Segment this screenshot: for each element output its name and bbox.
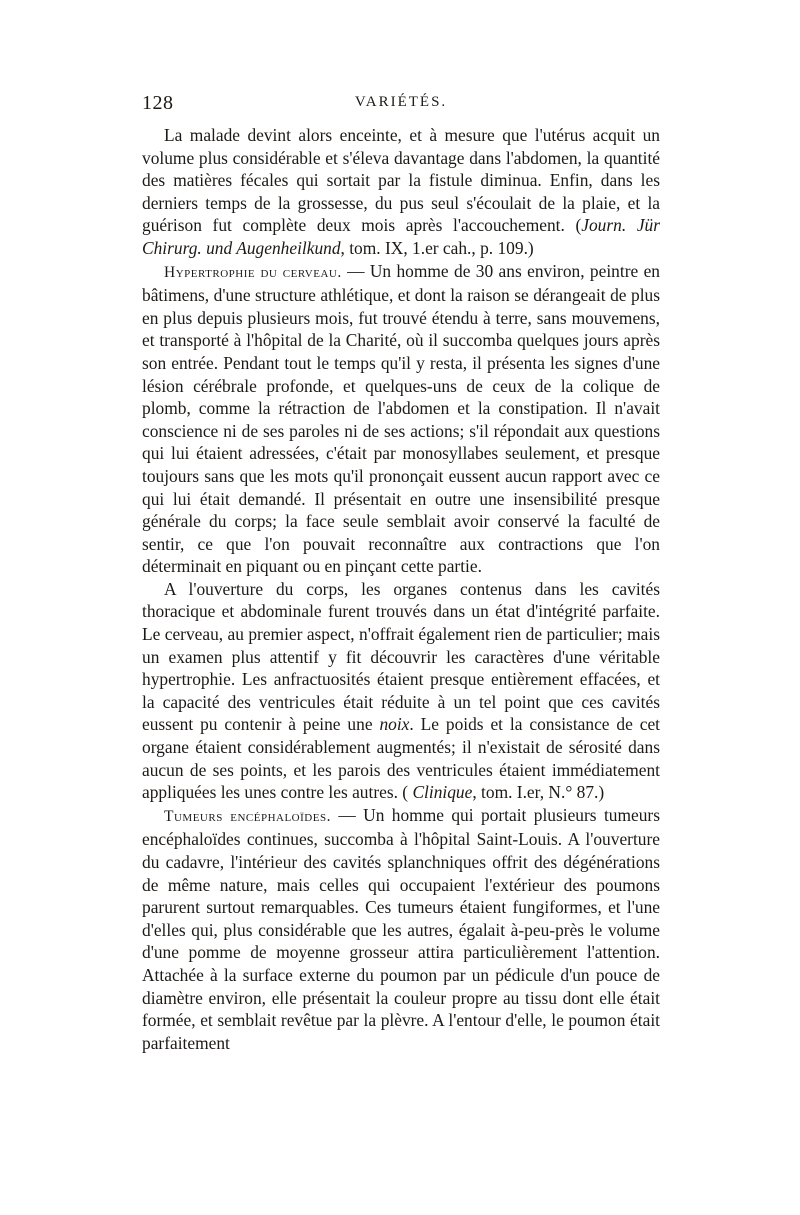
section-heading-tumeurs: Tumeurs encéphaloïdes. [164,807,331,825]
citation-journal-title: Journ. Jür Chirurg. und Augenheilkund [142,215,660,258]
running-head: VARIÉTÉS. [354,94,448,110]
paragraph-autopsy [142,578,660,804]
paragraph-text: — Un homme qui portait plusieurs tumeurs encéphaloïdes continues, succomba à l'hôpital Saint-Louis. A l'ouverture du cadavre, l'intérieur des cavités splanchniques offrit des dégénérations de même nature, mais celles qui occupaient l'extérieur des poumons parurent surtout remarquables. Ces tumeurs étaient fungiformes, et l'une d'elles qui, plus considérable que les autres, égalait à-peu-près le volume d'une pomme de moyenne grosseur attira particulièrement l'attention. Attachée à la surface externe du poumon par un pédicule d'un pouce de diamètre environ, elle présentait la couleur propre au tissu dont elle était formée, et semblait revêtue par la plèvre. A l'entour d'elle, le poumon était parfaitement [142,804,660,1053]
citation-open: ( [575,215,582,236]
citation-details: , tom. I.er, N.° 87.) [472,782,605,803]
paragraph-hypertrophie [142,260,660,578]
body-text [142,124,660,1054]
italic-word: noix [379,714,410,735]
paragraph-text-continued: . Le poids et la consistance de cet organe étaient considérablement augmentés; il n'existait de sérosité dans aucun de ses points, et les parois des ventricules étaient immédiatement appliquées les unes contre les autres. ( [142,714,660,803]
paragraph-text: A l'ouverture du corps, les organes contenus dans les cavités thoracique et abdominale furent trouvés dans un état d'intégrité parfaite. Le cerveau, au premier aspect, n'offrait également rien de particulier; mais un examen plus attentif y fit découvrir les caractères d'une véritable hypertrophie. Les anfractuosités étaient presque entièrement effacées, et la capacité des ventricules était réduite à un tel point que ces cavités eussent pu contenir à peine une [142,578,660,735]
paragraph-fistula-case [142,124,660,260]
page-number: 128 [142,92,174,114]
paragraph-text: — Un homme de 30 ans environ, peintre en bâtimens, d'une structure athlétique, et dont la raison se dérangeait de plus en plus depuis plusieurs mois, fut trouvé étendu à terre, sans mouvemens, et transporté à l'hôpital de la Charité, où il succomba quelques jours après son entrée. Pendant tout le temps qu'il y resta, il présenta les signes d'une lésion cérébrale profonde, et quelques-uns de ceux de la colique de plomb, comme la rétraction de l'abdomen et la constipation. Il n'avait conscience ni de ses paroles ni de ses actions; s'il répondait aux questions qui lui étaient adressées, c'était par monosyllabes seulement, et presque toujours sans que les mots qu'il prononçait eussent aucun rapport avec ce qui lui était demandé. Il présentait en outre une insensibilité presque générale du corps; la face seule semblait avoir conservé la faculté de sentir, ce que l'on pouvait reconnaître aux contractions que l'on déterminait en piquant ou en pinçant cette partie. [142,260,661,577]
paragraph-text: La malade devint alors enceinte, et à mesure que l'utérus acquit un volume plus considérable et s'éleva davantage dans l'abdomen, la quantité des matières fécales qui sortait par la fistule diminua. Enfin, dans les derniers temps de la grossesse, du pus seul s'écoulait de la plaie, et la guérison fut complète deux mois après l'accouchement. [142,125,660,236]
section-heading-hypertrophie: Hypertrophie du cerveau. [164,263,342,281]
paragraph-tumeurs [142,804,660,1055]
page-header [142,92,660,114]
citation-clinique: Clinique [412,782,473,803]
citation-details: , tom. IX, 1.er cah., p. 109.) [340,237,534,258]
